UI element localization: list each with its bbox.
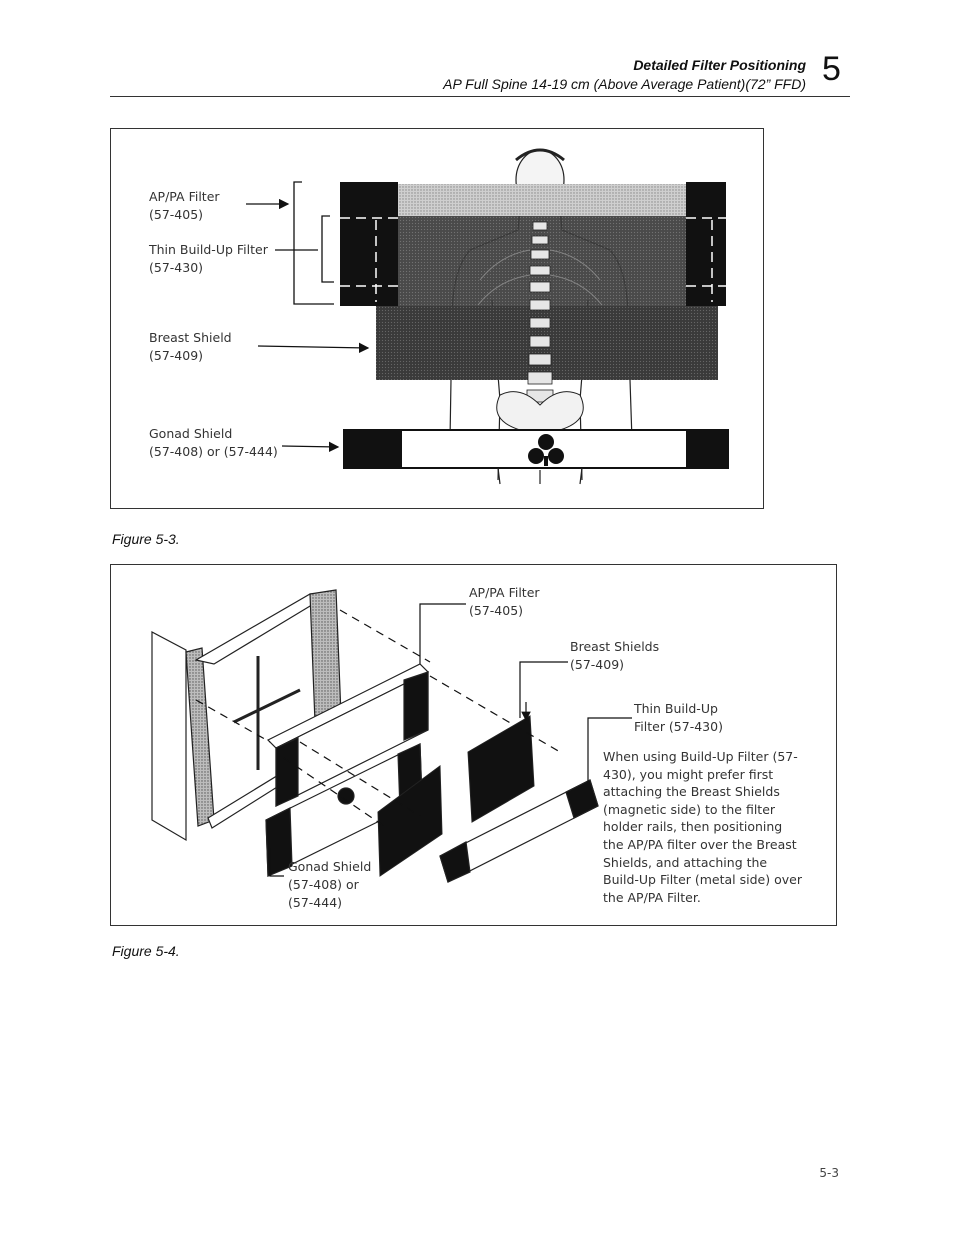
breast-shield-right (468, 716, 534, 822)
pointer-breast-4 (520, 662, 568, 718)
label-buildup-filter-4: Thin Build-Up Filter (57-430) (634, 701, 723, 734)
section-title: Detailed Filter Positioning (633, 57, 806, 73)
figure-5-3-caption: Figure 5-3. (112, 531, 180, 547)
label-appa-filter-4: AP/PA Filter (57-405) (469, 585, 540, 618)
pointer-appa-4 (420, 604, 466, 664)
label-gonad-shield-4: Gonad Shield (57-408) or (57-444) (288, 859, 372, 910)
label-buildup-filter: Thin Build-Up Filter (57-430) (149, 242, 268, 275)
page-number: 5-3 (819, 1166, 839, 1180)
chapter-number: 5 (822, 50, 841, 88)
label-appa-filter: AP/PA Filter (57-405) (149, 189, 220, 222)
label-gonad-shield: Gonad Shield (57-408) or (57-444) (149, 426, 278, 459)
section-subtitle: AP Full Spine 14-19 cm (Above Average Patient)(72” FFD) (443, 76, 806, 92)
label-breast-shields-4: Breast Shields (57-409) (570, 639, 660, 672)
figure-5-4-note: When using Build-Up Filter (57-430), you might prefer first attaching the Breast Shields (magnetic side) to the filter holder rails, then positioning the AP/PA filter over the Breast Shields, and attaching the Build-Up Filter (metal side) over the AP/PA Filter. (603, 749, 802, 905)
figure-5-4-caption: Figure 5-4. (112, 943, 180, 959)
buildup-filter-part (440, 780, 598, 882)
label-breast-shield: Breast Shield (57-409) (149, 330, 232, 363)
